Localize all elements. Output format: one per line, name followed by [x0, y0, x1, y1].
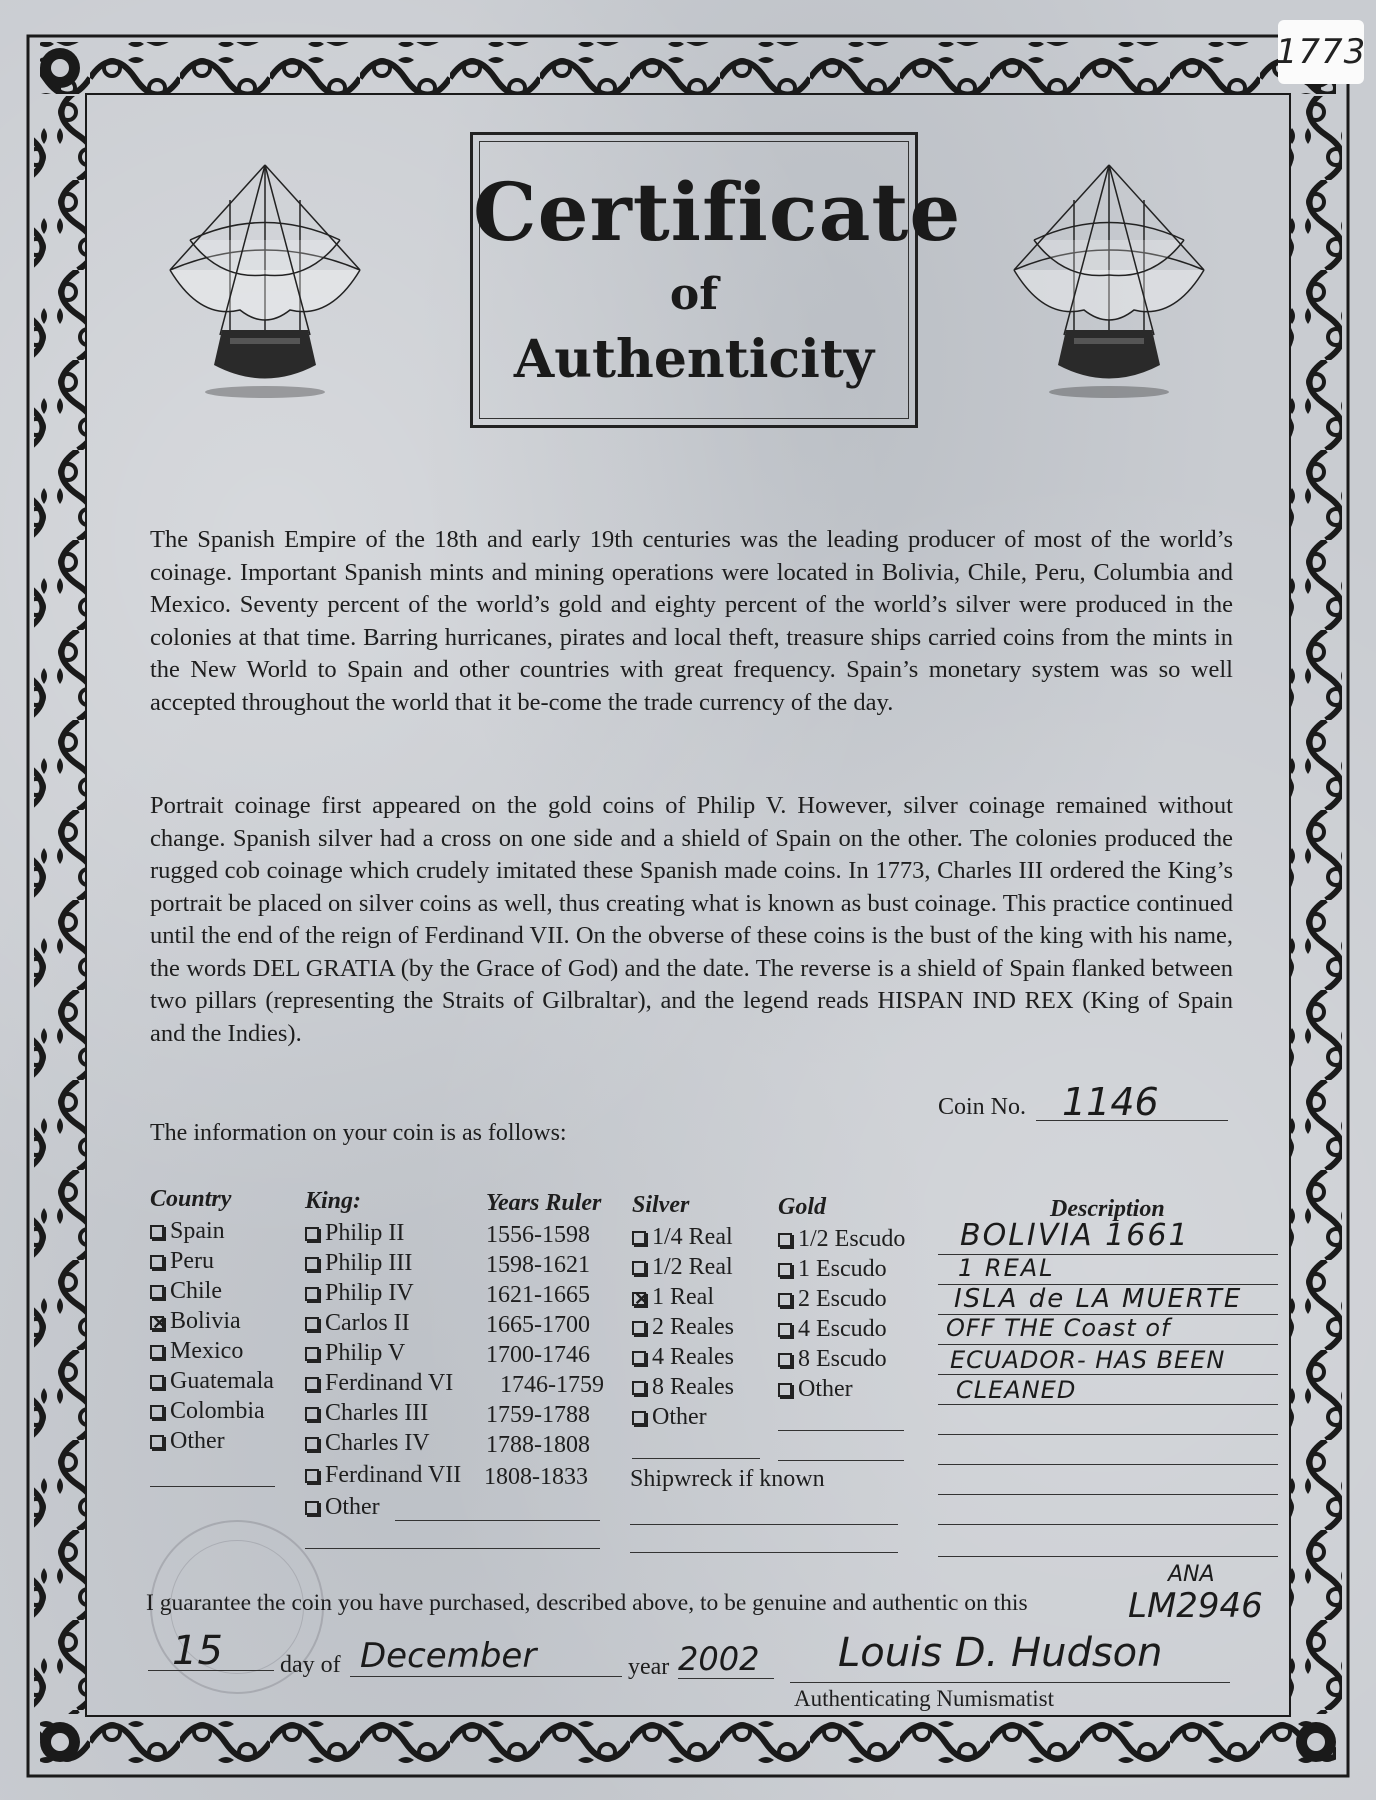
- year-line[interactable]: [678, 1678, 774, 1679]
- reign-years: 1788-1808: [486, 1432, 590, 1458]
- history-paragraph-1: The Spanish Empire of the 18th and early 19th centuries was the leading producer of most of the world’s coinage. Important Spanish mints and mining operations were located in Bolivia, Chile, Peru, Columbia and Mexico. Seventy percent of the world’s gold and eighty percent of the world’s silver were produced in the colonies at that time. Barring hurricanes, pirates and local theft, treasure ships carried coins from the mints in the New World to Spain and other countries with great frequency. Spain’s monetary system was so well accepted throughout the world that it be-come the trade currency of the day.: [150, 526, 1233, 716]
- reign-years: 1759-1788: [486, 1402, 590, 1428]
- description-handwritten-line: 1 REAL: [958, 1254, 1055, 1282]
- gold-checkbox[interactable]: 8 Escudo: [778, 1346, 887, 1373]
- description-line: [938, 1556, 1278, 1557]
- country-checkbox-other[interactable]: Other: [150, 1428, 225, 1455]
- reign-years: 1665-1700: [486, 1312, 590, 1338]
- country-checkbox-colombia[interactable]: Colombia: [150, 1398, 265, 1425]
- king-checkbox[interactable]: Ferdinand VII: [305, 1462, 461, 1489]
- left-ship-illustration: [160, 160, 370, 410]
- year-value: 2002: [678, 1640, 760, 1678]
- signature-caption: Authenticating Numismatist: [794, 1686, 1054, 1711]
- signature-line[interactable]: [790, 1682, 1230, 1683]
- king-checkbox[interactable]: Philip IV: [305, 1280, 414, 1307]
- description-line: [938, 1494, 1278, 1495]
- reign-years: 1808-1833: [484, 1464, 588, 1490]
- reign-years: 1556-1598: [486, 1222, 590, 1248]
- coin-number-label: Coin No.: [938, 1094, 1027, 1120]
- reign-years: 1598-1621: [486, 1252, 590, 1278]
- title-authenticity: Authenticity: [513, 329, 875, 390]
- description-line: [938, 1524, 1278, 1525]
- gold-checkbox[interactable]: 2 Escudo: [778, 1286, 887, 1313]
- country-checkbox-peru[interactable]: Peru: [150, 1248, 214, 1275]
- gold-checkbox-other[interactable]: Other: [778, 1376, 853, 1403]
- history-paragraph-2: Portrait coinage first appeared on the gold coins of Philip V. However, silver coinage remained without change. Spanish silver had a cross on one side and a shield of Spain on the other. The colonies produced the rugged cob coinage which crudely imitated these Spanish made coins. In 1773, Charles III ordered the King’s portrait be placed on silver coins as well, thus creating what is known as bust coinage. This practice continued until the end of the reign of Ferdinand VII. On the obverse of these coins is the bust of the king with his name, the words DEL GRATIA (by the Grace of God) and the date. The reverse is a shield of Spain flanked between two pillars (representing the Straits of Gilbraltar), and the legend reads HISPAN IND REX (King of Spain and the Indies).: [150, 792, 1233, 1047]
- king-checkbox[interactable]: Carlos II: [305, 1310, 410, 1337]
- silver-other-line[interactable]: [632, 1458, 760, 1459]
- title-of: of: [669, 269, 719, 320]
- shipwreck-label: Shipwreck if known: [630, 1466, 825, 1492]
- day-of-label: day of: [280, 1652, 341, 1678]
- gold-other-line-2[interactable]: [778, 1460, 904, 1461]
- description-handwritten-line: BOLIVIA 1661: [960, 1218, 1190, 1253]
- header-silver: Silver: [632, 1192, 690, 1218]
- king-checkbox[interactable]: Philip V: [305, 1340, 405, 1367]
- king-checkbox-other[interactable]: Other: [305, 1494, 380, 1521]
- guarantee-text: I guarantee the coin you have purchased, described above, to be genuine and authentic on this: [146, 1590, 1028, 1616]
- ana-label: ANA: [1168, 1562, 1215, 1587]
- title-certificate: Certificate: [473, 165, 962, 259]
- description-handwritten-line: ECUADOR- HAS BEEN: [950, 1346, 1226, 1374]
- description-line: [938, 1464, 1278, 1465]
- reference-number-tag: 1773: [1278, 20, 1364, 84]
- country-checkbox-spain[interactable]: Spain: [150, 1218, 225, 1245]
- silver-checkbox[interactable]: 8 Reales: [632, 1374, 734, 1401]
- header-king: King:: [305, 1188, 362, 1214]
- silver-checkbox-checked[interactable]: ✕ 1 Real: [632, 1284, 714, 1311]
- month-line[interactable]: [350, 1676, 622, 1677]
- country-checkbox-mexico[interactable]: Mexico: [150, 1338, 243, 1365]
- country-other-line[interactable]: [150, 1486, 275, 1487]
- description-handwritten-line: ISLA de LA MUERTE: [954, 1284, 1243, 1314]
- silver-checkbox[interactable]: 4 Reales: [632, 1344, 734, 1371]
- gold-checkbox[interactable]: 1/2 Escudo: [778, 1226, 905, 1253]
- description-line: [938, 1344, 1278, 1345]
- silver-checkbox[interactable]: 2 Reales: [632, 1314, 734, 1341]
- header-years: Years Ruler: [486, 1190, 602, 1216]
- month-value: December: [360, 1636, 537, 1676]
- coin-number-value: 1146: [1062, 1080, 1159, 1124]
- numismatist-signature: Louis D. Hudson: [838, 1630, 1163, 1676]
- country-checkbox-guatemala[interactable]: Guatemala: [150, 1368, 274, 1395]
- gold-checkbox[interactable]: 4 Escudo: [778, 1316, 887, 1343]
- description-line: [938, 1374, 1278, 1375]
- title-box: [470, 132, 962, 428]
- silver-checkbox[interactable]: 1/4 Real: [632, 1224, 733, 1251]
- silver-checkbox-other[interactable]: Other: [632, 1404, 707, 1431]
- king-checkbox[interactable]: Charles IV: [305, 1430, 430, 1457]
- king-extra-line[interactable]: [305, 1548, 600, 1549]
- header-description: Description: [1050, 1196, 1165, 1222]
- reign-years: 1700-1746: [486, 1342, 590, 1368]
- description-handwritten-line: OFF THE Coast of: [946, 1314, 1171, 1342]
- reign-years: 1621-1665: [486, 1282, 590, 1308]
- king-checkbox[interactable]: Ferdinand VI: [305, 1370, 453, 1397]
- silver-checkbox[interactable]: 1/2 Real: [632, 1254, 733, 1281]
- shipwreck-line-2[interactable]: [630, 1552, 898, 1553]
- reign-years: 1746-1759: [500, 1372, 604, 1398]
- king-checkbox[interactable]: Philip III: [305, 1250, 412, 1277]
- info-intro: The information on your coin is as follows:: [150, 1120, 567, 1146]
- country-checkbox-chile[interactable]: Chile: [150, 1278, 222, 1305]
- gold-checkbox[interactable]: 1 Escudo: [778, 1256, 887, 1283]
- day-value: 15: [172, 1628, 223, 1674]
- gold-other-line-1[interactable]: [778, 1430, 904, 1431]
- header-country: Country: [150, 1186, 232, 1212]
- ana-number: LM2946: [1128, 1586, 1263, 1626]
- right-ship-illustration: [1004, 160, 1214, 410]
- year-label: year: [628, 1654, 670, 1680]
- description-line: [938, 1404, 1278, 1405]
- shipwreck-line-1[interactable]: [630, 1524, 898, 1525]
- header-gold: Gold: [778, 1194, 826, 1220]
- king-checkbox[interactable]: Charles III: [305, 1400, 428, 1427]
- king-other-line[interactable]: [395, 1520, 600, 1521]
- country-checkbox-bolivia[interactable]: ✕ Bolivia: [150, 1308, 241, 1335]
- king-checkbox[interactable]: Philip II: [305, 1220, 404, 1247]
- description-line: [938, 1434, 1278, 1435]
- description-handwritten-line: CLEANED: [956, 1376, 1077, 1404]
